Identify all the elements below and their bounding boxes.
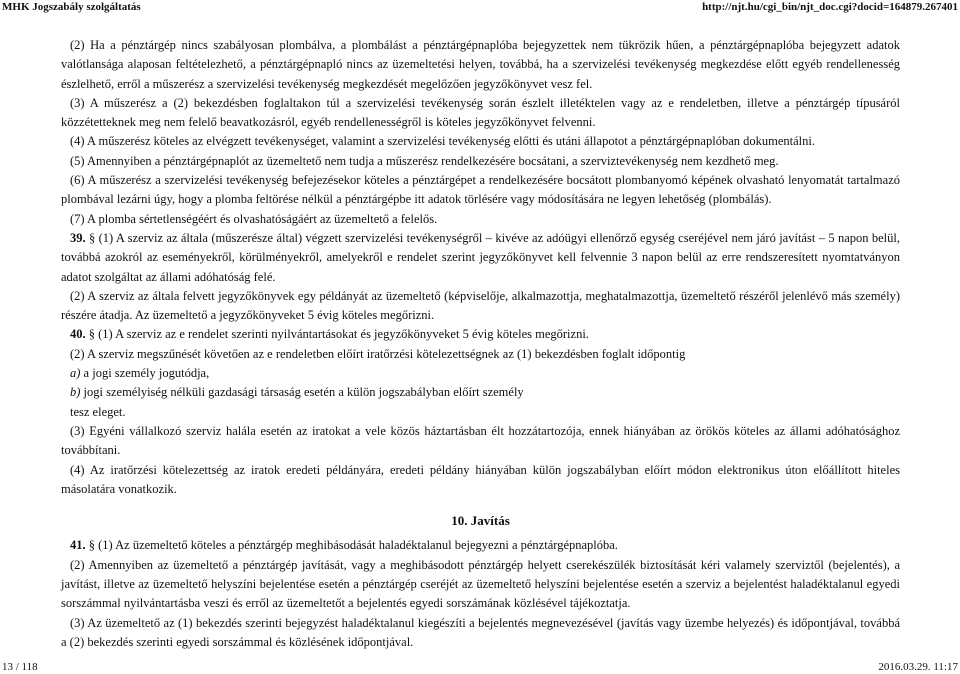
header-url: http://njt.hu/cgi_bin/njt_doc.cgi?docid=164879.267401 (702, 1, 958, 13)
article-40 (61, 325, 900, 344)
paragraph: (4) A műszerész köteles az elvégzett tevékenységet, valamint a szervizelési tevékenység előtti és utáni állapotot a pénztárgépnaplóban dokumentálni. (70, 134, 815, 149)
page-header (0, 0, 960, 14)
list-letter: b) (70, 385, 81, 400)
article-number: 39. (70, 230, 86, 245)
list-letter: a) (70, 366, 81, 381)
article-number: 41. (70, 538, 86, 553)
article-text: § (1) Az üzemeltető köteles a pénztárgép meghibásodását haladéktalanul bejegyezni a pénztárgépnaplóba. (88, 538, 618, 553)
article-41 (61, 536, 900, 555)
document-body (61, 36, 900, 652)
list-item (61, 364, 900, 383)
paragraph: (3) Az üzemeltető az (1) bekezdés szerinti bejegyzést haladéktalanul kiegészíti a bejelentés megnevezésével (javítás vagy üzembe helyezés) és időpontjával, továbbá a (2) bekezdés szerinti egyedi sorszámmal és közlésének időpontjával. (61, 615, 900, 649)
article-39 (61, 229, 900, 287)
paragraph: (2) Ha a pénztárgép nincs szabályosan plombálva, a plombálást a pénztárgépnaplóba bejegyzettek nem tükrözik hűen, a pénztárgépnaplóba bejegyzett adatok valótlansága alaposan feltételezhető, a pénztárgépnapló nincs az üzemeltetési helyen, továbbá, ha a szervizelési tevékenység megkezdése előtt egyéb rendellenesség észlelhető, erről a műszerész a szervizelési tevékenység megkezdését megelőzően jegyzőkönyvet vesz fel. (61, 38, 900, 91)
paragraph: (5) Amennyiben a pénztárgépnaplót az üzemeltető nem tudja a műszerész rendelkezésére bocsátani, a szerviztevékenység nem kezdhető meg. (70, 153, 779, 168)
paragraph: (3) Egyéni vállalkozó szerviz halála esetén az iratokat a vele közös háztartásban élt hozzátartozója, ennek hiányában az örökös köteles az állami adóhatósághoz továbbítani. (61, 423, 900, 458)
article-text: § (1) A szerviz az általa (műszerésze által) végzett szervizelési tevékenységről – kivéve az adóügyi ellenőrző egység cseréjével nem járó javítást – 5 napon belül, továbbá azokról az eseményekről, körülményekről, amelyekről e rendelet szerint jegyzőkönyvet kell felvennie 3 napon belül az erre rendszeresített nyomtatványon adatot szolgáltat az állami adóhatóság felé. (61, 230, 901, 284)
paragraph: (6) A műszerész a szervizelési tevékenység befejezésekor köteles a pénztárgépet a rendelkezésére bocsátott plombanyomó képének olvasható lenyomatát tartalmazó plombával lezárni úgy, hogy a plomba feltörése nélkül a pénztárgépbe itt adatok törlésére vagy módosítására ne legyen lehetőség (plombálás). (61, 173, 900, 207)
paragraph: (2) A szerviz az általa felvett jegyzőkönyvek egy példányát az üzemeltető (képviselője, alkalmazottja, meghatalmazottja, üzemeltető részéről jelenlévő más személy) részére átadja. Az üzemeltető a jegyzőkönyveket 5 évig köteles megőrizni. (61, 288, 900, 323)
section-title: 10. Javítás (451, 513, 510, 529)
paragraph: tesz eleget. (70, 404, 126, 419)
paragraph: (7) A plomba sértetlenségéért és olvashatóságáért az üzemeltető a felelős. (70, 211, 438, 226)
page-footer (0, 660, 960, 674)
article-number: 40. (70, 327, 86, 342)
paragraph: (4) Az iratőrzési kötelezettség az iratok eredeti példányára, eredeti példány hiányában külön jogszabályban előírt módon elektronikus úton előállított hiteles másolatára vonatkozik. (61, 462, 900, 496)
list-text: jogi személyiség nélküli gazdasági társaság esetén a külön jogszabályban előírt személy (80, 385, 524, 400)
article-text: § (1) A szerviz az e rendelet szerinti nyilvántartásokat és jegyzőkönyveket 5 évig köteles megőrizni. (88, 327, 589, 342)
print-datetime: 2016.03.29. 11:17 (878, 661, 958, 673)
page-number: 13 / 118 (2, 661, 38, 673)
list-item (61, 383, 900, 402)
paragraph: (2) A szerviz megszűnését követően az e rendeletben előírt iratőrzési kötelezettségnek az (1) bekezdésben foglalt időpontig (70, 346, 686, 361)
paragraph: (3) A műszerész a (2) bekezdésben foglaltakon túl a szervizelési tevékenység során észlelt illetéktelen vagy az e rendeletben, illetve a pénztárgép típusáról közzétetteknek meg nem felelő beavatkozásról, egyéb rendellenességről is köteles jegyzőkönyvet felvenni. (61, 95, 900, 130)
paragraph: (2) Amennyiben az üzemeltető a pénztárgép javítását, vagy a meghibásodott pénztárgép helyett cserekészülék biztosítását kéri valamely szerviztől (bejelentés), a javítást, illetve az üzemeltető helyszíni bejelentése esetén a pénztárgép cseréjét az üzemeltető helyszíni bejelentése esetén a szerviz a bejelentést haladéktalanul egyedi sorszámmal nyilvántartásba veszi és erről az üzemeltetőt a bejelentés egyedi sorszámának közlésével tájékoztatja. (61, 557, 900, 611)
list-text: a jogi személy jogutódja, (80, 366, 210, 381)
header-source: MHK Jogszabály szolgáltatás (2, 1, 141, 13)
